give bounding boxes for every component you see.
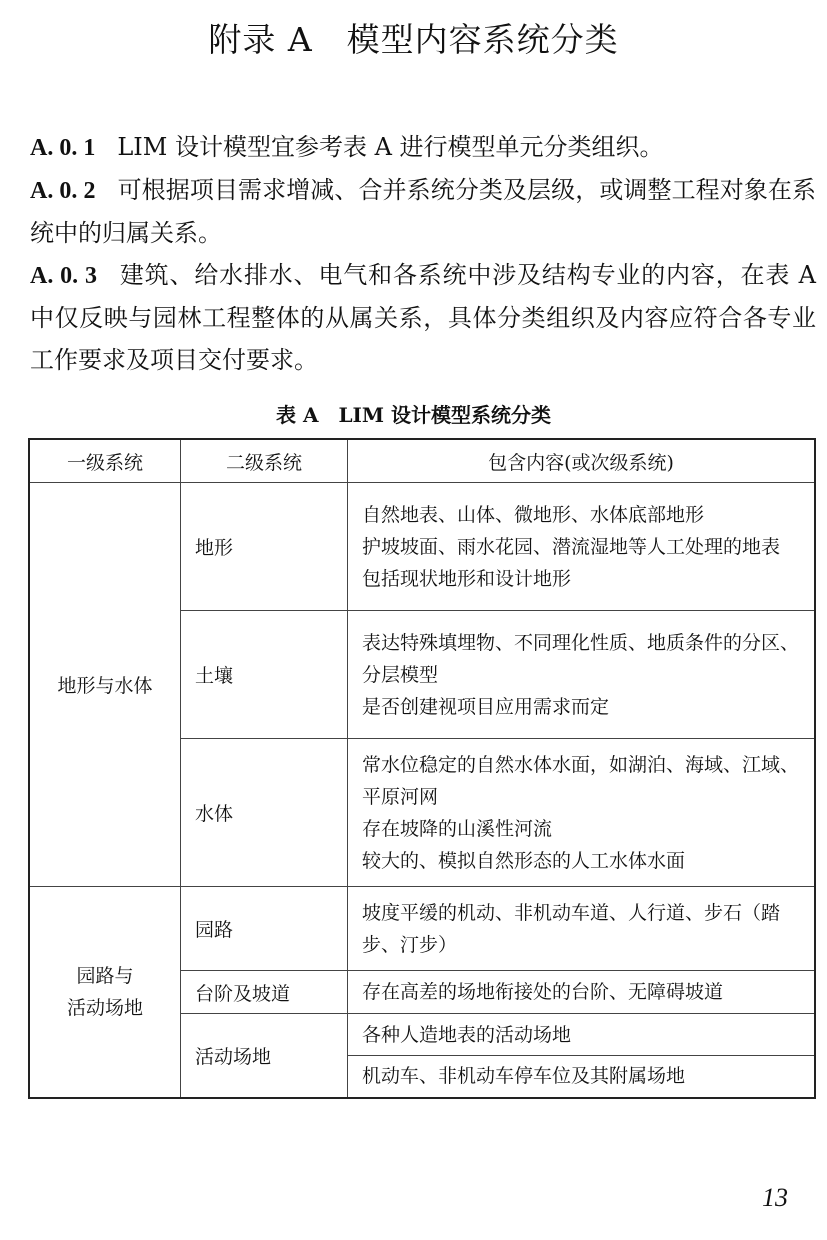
appendix-title: 附录 A 模型内容系统分类 (208, 20, 619, 59)
content-cell: 机动车、非机动车停车位及其附属场地 (348, 1056, 816, 1098)
level2-cell: 活动场地 (181, 1014, 348, 1098)
clause-a03 (30, 254, 816, 381)
table-row (29, 887, 815, 971)
level1-cell: 地形与水体 (29, 483, 181, 887)
level2-cell: 地形 (181, 483, 348, 611)
clause-text: 可根据项目需求增减、合并系统分类及层级，或调整工程对象在系统中的归属关系。 (30, 176, 816, 247)
content-cell: 存在高差的场地衔接处的台阶、无障碍坡道 (348, 971, 816, 1014)
level2-cell: 台阶及坡道 (181, 971, 348, 1014)
content-line: 自然地表、山体、微地形、水体底部地形 (362, 503, 705, 526)
level2-cell: 园路 (181, 887, 348, 971)
header-level2: 二级系统 (181, 439, 348, 483)
level1-line: 活动场地 (66, 996, 143, 1019)
table-row (29, 483, 815, 611)
content-cell (348, 739, 816, 887)
header-content: 包含内容(或次级系统) (348, 439, 816, 483)
clause-a01 (30, 126, 816, 169)
table-caption: 表 A LIM 设计模型系统分类 (276, 403, 551, 427)
content-line: 护坡坡面、雨水花园、潜流湿地等人工处理的地表 (362, 535, 781, 558)
clause-number: A. 0. 2 (30, 178, 96, 204)
content-line: 表达特殊填埋物、不同理化性质、地质条件的分区、分层模型 (362, 631, 800, 686)
content-line: 包括现状地形和设计地形 (362, 567, 572, 590)
content-line: 存在坡降的山溪性河流 (362, 817, 553, 840)
content-line: 较大的、模拟自然形态的人工水体水面 (362, 849, 686, 872)
header-level1: 一级系统 (29, 439, 181, 483)
clause-text: LIM 设计模型宜参考表 A 进行模型单元分类组织。 (117, 133, 664, 161)
level2-cell: 土壤 (181, 611, 348, 739)
content-cell: 坡度平缓的机动、非机动车道、人行道、步石（踏步、汀步） (348, 887, 816, 971)
clauses (30, 126, 816, 381)
clause-text: 建筑、给水排水、电气和各系统中涉及结构专业的内容，在表 A 中仅反映与园林工程整体的从属关系，具体分类组织及内容应符合各专业工作要求及项目交付要求。 (30, 261, 816, 374)
content-cell (348, 611, 816, 739)
clause-number: A. 0. 1 (30, 135, 96, 161)
content-cell: 各种人造地表的活动场地 (348, 1014, 816, 1056)
content-cell (348, 483, 816, 611)
clause-a02 (30, 169, 816, 254)
table-header-row (29, 439, 815, 483)
level1-line: 园路与 (76, 964, 134, 987)
content-line: 常水位稳定的自然水体水面，如湖泊、海域、江域、平原河网 (362, 753, 800, 808)
system-classification-table (28, 438, 816, 1099)
clause-number: A. 0. 3 (30, 263, 97, 289)
level2-cell: 水体 (181, 739, 348, 887)
content-line: 是否创建视项目应用需求而定 (362, 695, 610, 718)
level1-cell (29, 887, 181, 1098)
page-number: 13 (762, 1183, 788, 1212)
